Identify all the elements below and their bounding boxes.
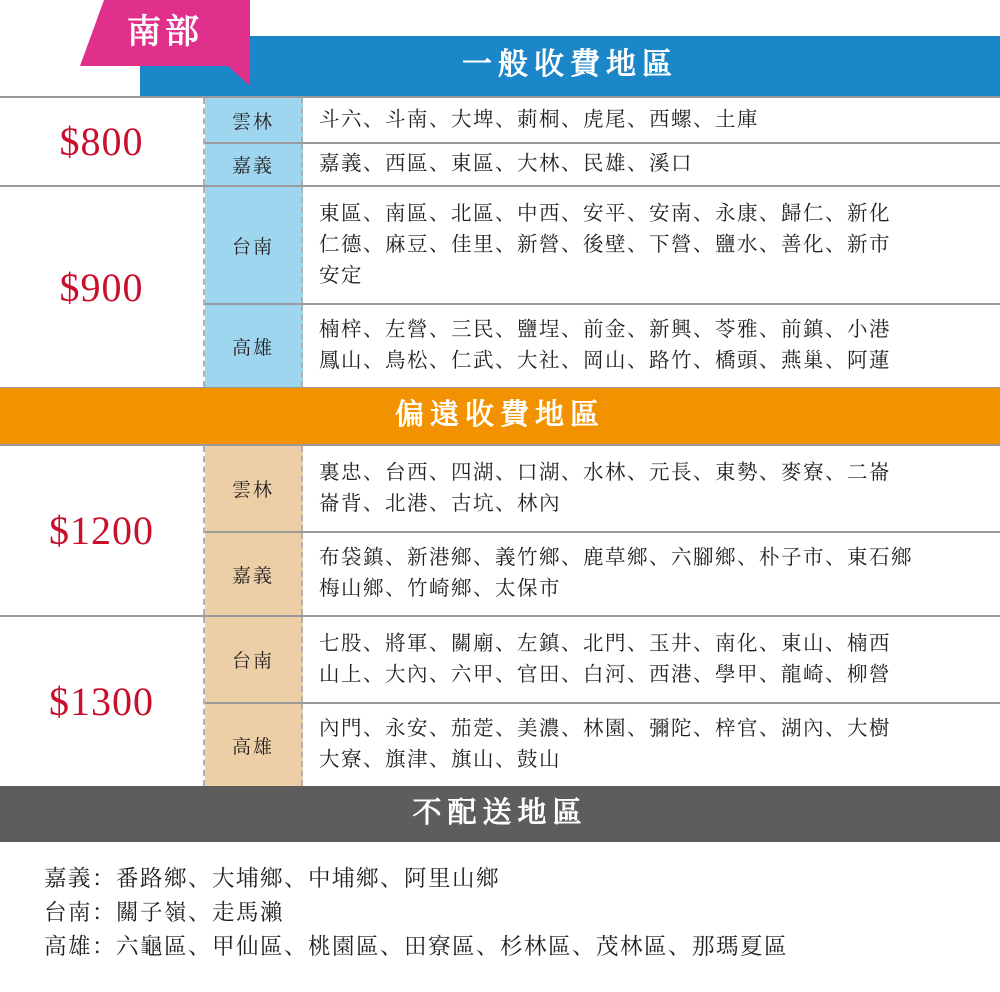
area-line: 仁德、麻豆、佳里、新營、後壁、下營、鹽水、善化、新市	[319, 233, 891, 256]
area-line: 崙背、北港、古坑、林內	[319, 492, 561, 515]
area-line: 安定	[319, 264, 363, 287]
region-label: 台南	[205, 187, 303, 303]
fee-group	[0, 98, 1000, 185]
area-list	[303, 446, 1000, 531]
area-line: 七股、將軍、關廟、左鎮、北門、玉井、南化、東山、楠西	[319, 632, 891, 655]
table-row	[205, 187, 1000, 303]
price-label: $900	[0, 187, 205, 387]
table-row	[205, 446, 1000, 531]
fee-group	[0, 615, 1000, 786]
top-banner	[0, 0, 1000, 96]
area-list	[303, 98, 1000, 142]
region-label: 嘉義	[205, 533, 303, 615]
region-label: 台南	[205, 617, 303, 702]
area-line: 梅山鄉、竹崎鄉、太保市	[319, 578, 561, 600]
area-line: 裏忠、台西、四湖、口湖、水林、元長、東勢、麥寮、二崙	[319, 461, 891, 484]
remote-section-banner	[0, 388, 1000, 444]
no-delivery-line: 嘉義：番路鄉、大埔鄉、中埔鄉、阿里山鄉	[44, 866, 501, 891]
no-delivery-banner	[0, 786, 1000, 842]
normal-section-banner	[140, 36, 1000, 96]
area-list	[303, 187, 1000, 303]
region-label: 雲林	[205, 98, 303, 142]
area-line: 大寮、旗津、旗山、鼓山	[319, 749, 561, 771]
remote-fee-block	[0, 444, 1000, 788]
area-line: 斗六、斗南、大埤、莿桐、虎尾、西螺、土庫	[319, 108, 759, 131]
fee-rows	[205, 446, 1000, 615]
table-row	[205, 617, 1000, 702]
area-line: 東區、南區、北區、中西、安平、安南、永康、歸仁、新化	[319, 202, 891, 225]
area-line: 山上、大內、六甲、官田、白河、西港、學甲、龍崎、柳營	[319, 663, 891, 686]
no-delivery-line: 高雄：六龜區、甲仙區、桃園區、田寮區、杉林區、茂林區、那瑪夏區	[44, 934, 789, 959]
region-label: 嘉義	[205, 144, 303, 185]
region-label: 高雄	[205, 305, 303, 387]
area-list	[303, 144, 1000, 185]
normal-fee-block	[0, 96, 1000, 389]
area-line: 鳳山、鳥松、仁武、大社、岡山、路竹、橋頭、燕巢、阿蓮	[319, 350, 891, 372]
no-delivery-line: 台南：關子嶺、走馬瀨	[44, 900, 285, 925]
table-row	[205, 98, 1000, 142]
area-line: 楠梓、左營、三民、鹽埕、前金、新興、苓雅、前鎮、小港	[319, 319, 891, 341]
table-row	[205, 303, 1000, 387]
price-label: $1300	[0, 617, 205, 786]
area-list	[303, 617, 1000, 702]
price-label: $800	[0, 98, 205, 185]
fee-rows	[205, 98, 1000, 185]
area-list	[303, 704, 1000, 786]
table-row	[205, 702, 1000, 786]
area-line: 布袋鎮、新港鄉、義竹鄉、鹿草鄉、六腳鄉、朴子市、東石鄉	[319, 547, 913, 569]
table-row	[205, 531, 1000, 615]
area-list	[303, 533, 1000, 615]
no-delivery-list	[0, 850, 1000, 964]
normal-section-title: 一般收費地區	[462, 48, 678, 81]
fee-group	[0, 185, 1000, 387]
region-tab-label: 南部	[127, 14, 203, 51]
fee-rows	[205, 617, 1000, 786]
region-label: 高雄	[205, 704, 303, 786]
no-delivery-title: 不配送地區	[412, 797, 588, 829]
price-label: $1200	[0, 446, 205, 615]
region-label: 雲林	[205, 446, 303, 531]
remote-section-title: 偏遠收費地區	[394, 399, 605, 431]
fee-rows	[205, 187, 1000, 387]
fee-group	[0, 446, 1000, 615]
area-line: 嘉義、西區、東區、大林、民雄、溪口	[319, 153, 693, 175]
area-line: 內門、永安、茄萣、美濃、林園、彌陀、梓官、湖內、大樹	[319, 718, 891, 740]
table-row	[205, 142, 1000, 185]
area-list	[303, 305, 1000, 387]
